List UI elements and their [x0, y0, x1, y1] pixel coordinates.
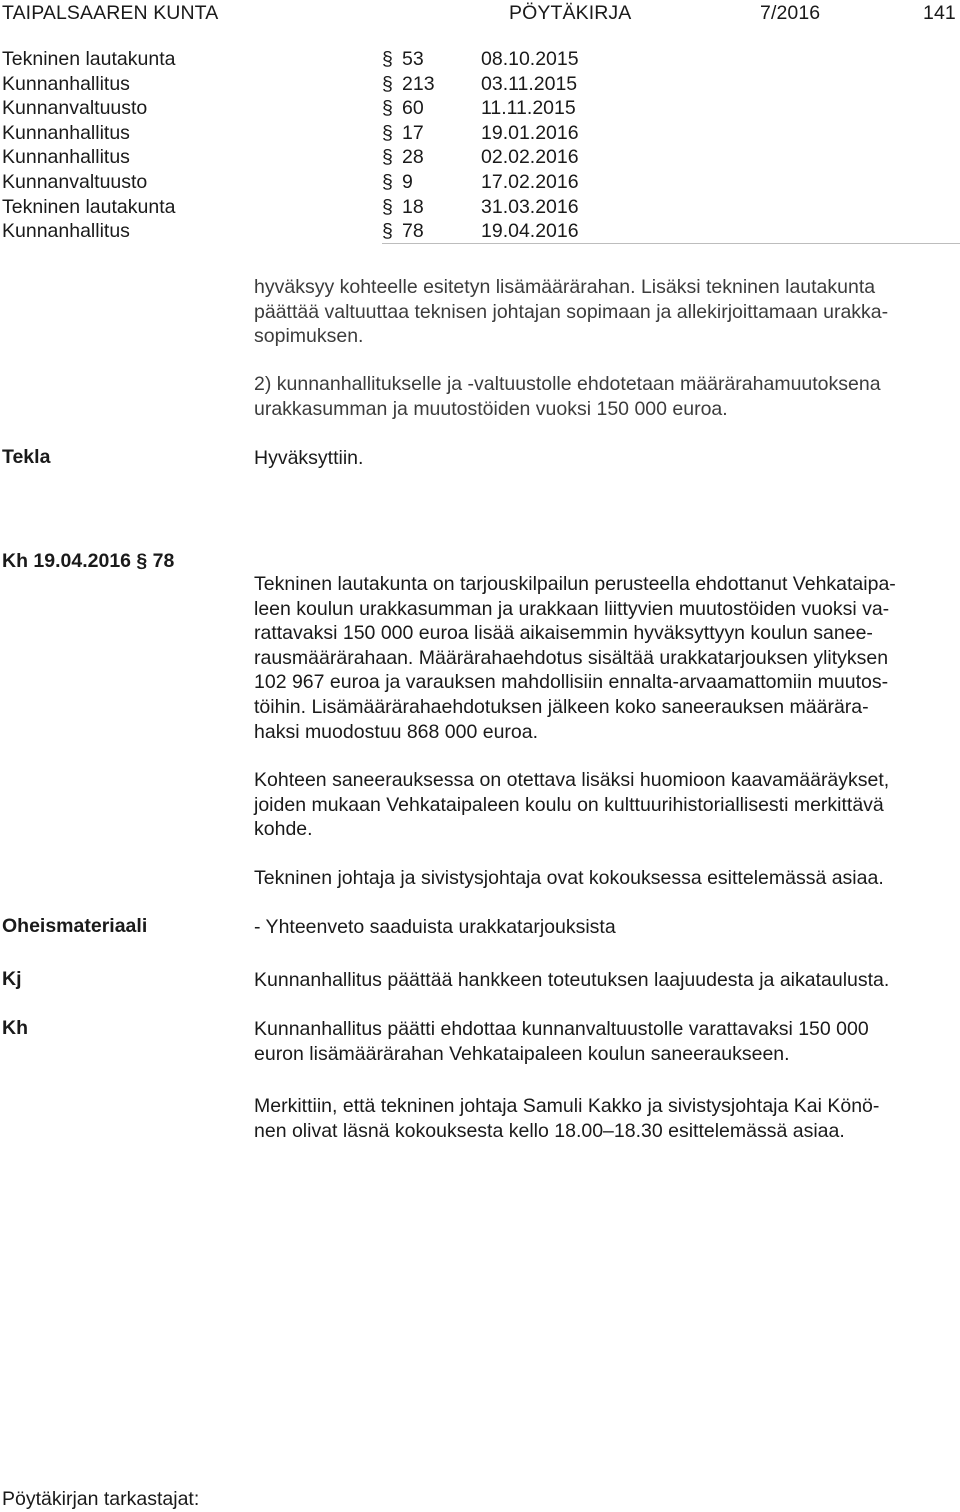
history-row — [0, 122, 960, 147]
kh-paragraph-2: Kohteen saneerauksessa on otettava lisäksi huomioon kaavamääräykset, joiden mukaan Vehkataipaleen koulu on kulttuurihistoriallisesti merkittävä kohde. — [254, 769, 890, 841]
history-number: 60 — [402, 97, 424, 120]
kj-proposal: Kunnanhallitus päättää hankkeen toteutuksen laajuudesta ja aikataulusta. — [254, 969, 890, 991]
kh-decision: Kunnanhallitus päätti ehdottaa kunnanvaltuustolle varattavaksi 150 000 euron lisämäärärahan Vehkataipaleen koulun saneeraukseen. — [254, 1018, 869, 1065]
section-sign: § — [382, 97, 393, 120]
history-body: Kunnanvaltuusto — [2, 97, 148, 120]
history-body: Kunnanhallitus — [2, 72, 130, 95]
municipality-name: TAIPALSAAREN KUNTA — [2, 2, 219, 24]
history-row — [0, 97, 960, 122]
history-date: 02.02.2016 — [481, 146, 579, 169]
history-body: Kunnanvaltuusto — [2, 170, 148, 193]
history-row — [0, 146, 960, 171]
history-row — [0, 196, 960, 221]
history-divider — [382, 243, 960, 244]
kh-label: Kh — [2, 1017, 28, 1039]
document-type: PÖYTÄKIRJA — [509, 2, 632, 24]
tekla-decision: Hyväksyttiin. — [254, 447, 364, 469]
history-number: 9 — [402, 170, 413, 193]
history-number: 53 — [402, 48, 424, 70]
history-number: 78 — [402, 220, 424, 243]
section-sign: § — [382, 121, 393, 144]
history-row — [0, 73, 960, 98]
kh-paragraph-3: Tekninen johtaja ja sivistysjohtaja ovat kokouksessa esittelemässä asiaa. — [254, 867, 884, 889]
history-date: 17.02.2016 — [481, 170, 579, 193]
history-body: Tekninen lautakunta — [2, 195, 176, 218]
tekla-paragraph-1: hyväksyy kohteelle esitetyn lisämäärärahan. Lisäksi tekninen lautakunta päättää valtuuttaa teknisen johtajan sopimaan ja allekirjoittamaan urakka- sopimuksen. — [254, 276, 889, 348]
section-sign: § — [382, 195, 393, 218]
history-body: Kunnanhallitus — [2, 220, 130, 243]
kj-label: Kj — [2, 968, 22, 990]
section-sign: § — [382, 220, 393, 243]
history-row — [0, 48, 960, 73]
history-number: 17 — [402, 121, 424, 144]
history-date: 19.04.2016 — [481, 220, 579, 243]
history-date: 08.10.2015 — [481, 48, 579, 70]
kh-note: Merkittiin, että tekninen johtaja Samuli Kakko ja sivistysjohtaja Kai Könö- nen olivat läsnä kokouksesta kello 18.00–18.30 esittelemässä asiaa. — [254, 1095, 880, 1142]
section-heading: Kh 19.04.2016 § 78 — [2, 550, 175, 572]
history-row — [0, 220, 960, 245]
page-number: 141 — [923, 2, 956, 24]
history-date: 31.03.2016 — [481, 195, 579, 218]
case-history-table — [0, 48, 960, 245]
oheismateriaali-label: Oheismateriaali — [2, 915, 148, 937]
history-date: 11.11.2015 — [481, 97, 576, 120]
history-row — [0, 171, 960, 196]
section-sign: § — [382, 170, 393, 193]
history-number: 213 — [402, 72, 435, 95]
tekla-paragraph-2: 2) kunnanhallitukselle ja -valtuustolle ehdotetaan määrärahamuutoksena urakkasumman ja muutostöiden vuoksi 150 000 euroa. — [254, 373, 881, 420]
history-body: Tekninen lautakunta — [2, 48, 176, 70]
section-sign: § — [382, 146, 393, 169]
history-body: Kunnanhallitus — [2, 121, 130, 144]
history-date: 19.01.2016 — [481, 121, 579, 144]
tekla-label: Tekla — [2, 446, 51, 468]
oheismateriaali-text: - Yhteenveto saaduista urakkatarjouksista — [254, 916, 616, 938]
reviewers-label: Pöytäkirjan tarkastajat: — [2, 1488, 200, 1510]
section-sign: § — [382, 48, 393, 70]
history-number: 18 — [402, 195, 424, 218]
kh-paragraph-1: Tekninen lautakunta on tarjouskilpailun perusteella ehdottanut Vehkataipa- leen koulun urakkasumman ja urakkaan liittyvien muutostöiden vuoksi va- rattavaksi 150 000 euroa lisää aikaisemmin hyväksyttyyn koulun sanee- rausmäärärahaan. Määrärahaehdotus sisältää urakkatarjouksen ylityksen 102 967 euroa ja varauksen mahdollisiin ennalta-arvaamattomiin muutos- töihin. Lisämäärärahaehdotuksen jälkeen koko saneerauksen määrära- haksi muodostuu 868 000 euroa. — [254, 573, 896, 743]
section-sign: § — [382, 72, 393, 95]
document-number: 7/2016 — [760, 2, 821, 24]
history-body: Kunnanhallitus — [2, 146, 130, 169]
history-number: 28 — [402, 146, 424, 169]
history-date: 03.11.2015 — [481, 72, 578, 95]
